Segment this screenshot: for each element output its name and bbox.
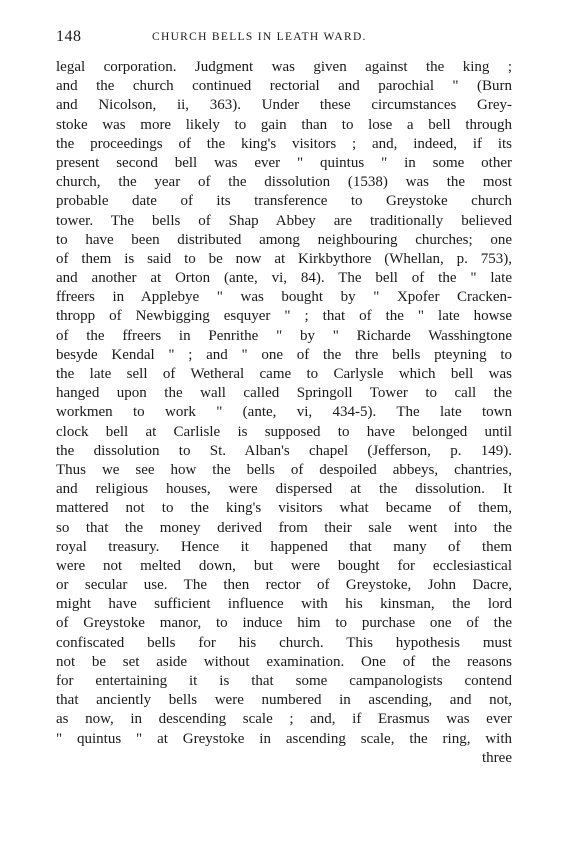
text-line: of the ffreers in Penrithe " by " Richarde Wasshingtone <box>56 327 512 344</box>
body-text <box>56 58 512 768</box>
text-line: besyde Kendal " ; and " one of the thre bells pteyning to <box>56 346 512 363</box>
text-line: legal corporation. Judgment was given against the king ; <box>56 59 512 75</box>
text-line: and Nicolson, ii, 363). Under these circumstances Grey- <box>56 97 512 114</box>
text-line: church, the year of the dissolution (1538) was the most <box>56 174 512 191</box>
text-line: as now, in descending scale ; and, if Erasmus was ever <box>56 711 512 728</box>
text-line: and another at Orton (ante, vi, 84). The bell of the " late <box>56 270 512 287</box>
text-line: tower. The bells of Shap Abbey are traditionally believed <box>56 212 512 229</box>
text-line: of Greystoke manor, to induce him to purchase one of the <box>56 615 512 632</box>
text-line: to have been distributed among neighbouring churches; one <box>56 231 512 248</box>
text-line: the dissolution to St. Alban's chapel (Jefferson, p. 149). <box>56 442 512 459</box>
text-line: present second bell was ever " quintus " in some other <box>56 154 512 171</box>
text-line: and religious houses, were dispersed at the dissolution. It <box>56 481 512 498</box>
text-line: probable date of its transference to Greystoke church <box>56 193 512 210</box>
text-line: ffreers in Applebye " was bought by " Xpofer Cracken- <box>56 289 512 306</box>
text-line: royal treasury. Hence it happened that many of them <box>56 538 512 555</box>
text-line: were not melted down, but were bought for ecclesiastical <box>56 557 512 574</box>
text-line: or secular use. The then rector of Greystoke, John Dacre, <box>56 577 512 594</box>
text-line: the proceedings of the king's visitors ; and, indeed, if its <box>56 135 512 152</box>
text-line: workmen to work " (ante, vi, 434-5). The late town <box>56 404 512 421</box>
text-line: so that the money derived from their sale went into the <box>56 519 512 536</box>
text-line: might have sufficient influence with his kinsman, the lord <box>56 596 512 613</box>
text-line: and the church continued rectorial and parochial " (Burn <box>56 78 512 95</box>
text-line: hanged upon the wall called Springoll Tower to call the <box>56 385 512 402</box>
text-line: " quintus " at Greystoke in ascending scale, the ring, with <box>56 730 512 747</box>
text-line: for entertaining it is that some campanologists contend <box>56 673 512 689</box>
page-number: 148 <box>56 28 82 45</box>
text-line: that anciently bells were numbered in ascending, and not, <box>56 692 512 709</box>
text-line: the late sell of Wetheral came to Carlysle which bell was <box>56 366 512 382</box>
text-line: thropp of Newbigging esquyer " ; that of the " late howse <box>56 308 512 325</box>
text-line: Thus we see how the bells of despoiled abbeys, chantries, <box>56 461 512 478</box>
text-line: three <box>482 749 512 766</box>
text-line: confiscated bells for his church. This hypothesis must <box>56 634 512 651</box>
running-title: CHURCH BELLS IN LEATH WARD. <box>152 31 367 43</box>
text-line: mattered not to the king's visitors what became of them, <box>56 500 512 517</box>
text-line: clock bell at Carlisle is supposed to have belonged until <box>56 423 512 440</box>
page-header <box>56 28 516 48</box>
text-line: of them is said to be now at Kirkbythore (Whellan, p. 753), <box>56 250 512 267</box>
text-line: stoke was more likely to gain than to lose a bell through <box>56 116 512 133</box>
text-line: not be set aside without examination. One of the reasons <box>56 653 512 670</box>
